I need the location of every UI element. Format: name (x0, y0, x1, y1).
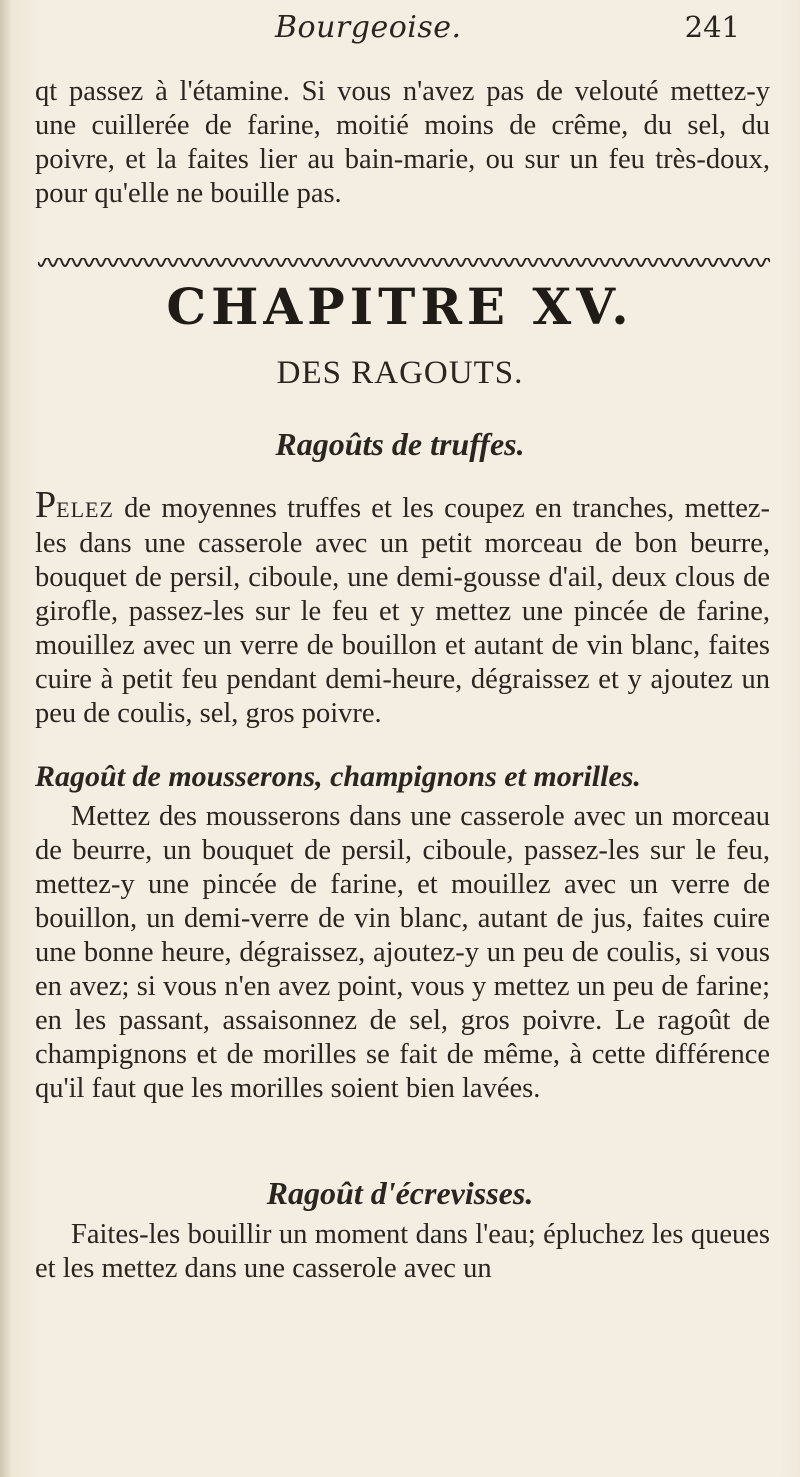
decorative-wavy-rule (38, 258, 770, 272)
page-number: 241 (684, 10, 740, 44)
chapter-heading: CHAPITRE XV. (166, 277, 634, 336)
paragraph-text: de moyennes truffes et les coupez en tranches, mettez-les dans une casserole avec un petit morceau de bon beurre, bouquet de persil, ciboule, une demi-gousse d'ail, deux clous de girofle, passez-les sur le feu et y mettez une pincée de farine, mouillez avec un verre de bouillon et autant de vin blanc, faites cuire à petit feu pendant demi-heure, dégraissez et y ajoutez un peu de coulis, sel, gros poivre. (35, 493, 770, 729)
recipe-title-mousserons: Ragoût de mousserons, champignons et morilles. (35, 760, 641, 793)
drop-cap: P (35, 484, 57, 526)
section-title: DES RAGOUTS. (276, 355, 524, 391)
recipe-paragraph-mousserons: Mettez des mousserons dans une casserole avec un morceau de beurre, un bouquet de persil, ciboule, passez-les sur le feu, mettez-y une pincée de farine, et mouillez avec un verre de bouillon, un demi-verre de vin blanc, autant de jus, faites cuire une bonne heure, dégraissez, ajoutez-y un peu de coulis, si vous en avez; si vous n'en avez point, vous y mettez un peu de farine; en les passant, assaisonnez de sel, gros poivre. Le ragoût de champignons et de morilles se fait de même, à cette différence qu'il faut que les morilles soient bien lavées. (35, 801, 770, 1104)
small-caps-word: ELEZ (56, 497, 114, 522)
paragraph-continued: qt passez à l'étamine. Si vous n'avez pas de velouté mettez-y une cuillerée de farine, moitié moins de crême, du sel, du poivre, et la faites lier au bain-marie, ou sur un feu très-doux, pour qu'elle ne bouille pas. (35, 76, 770, 209)
running-header (40, 8, 740, 50)
recipe-paragraph-truffes (35, 484, 770, 731)
page-gutter (0, 0, 10, 1477)
recipe-title-truffes: Ragoûts de truffes. (275, 426, 525, 462)
running-title: Bourgeoise. (275, 10, 462, 45)
recipe-paragraph-ecrevisses: Faites-les bouillir un moment dans l'eau; épluchez les queues et les mettez dans une casserole avec un (35, 1219, 770, 1284)
recipe-title-ecrevisses: Ragoût d'écrevisses. (266, 1175, 534, 1211)
